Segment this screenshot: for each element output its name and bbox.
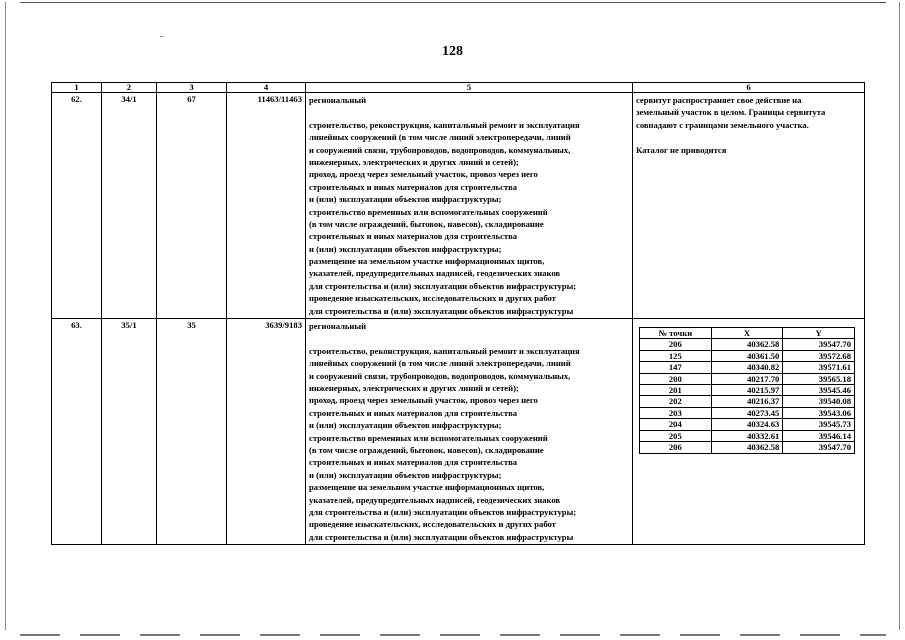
coordinates-row [640, 430, 855, 441]
purpose-line: размещение на земельном участке информационных щитов, [309, 482, 545, 493]
header-cell: 4 [227, 83, 306, 93]
row-number: 62. [52, 93, 102, 319]
coordinates-row [640, 350, 855, 361]
scan-border-top [20, 2, 886, 3]
coord-y: 39546.14 [783, 430, 855, 441]
coord-x: 40215.97 [711, 385, 783, 396]
header-cell: 6 [633, 83, 865, 93]
purpose-line [309, 332, 629, 344]
purpose-line: проведение изыскательских, исследовательских и других работ [309, 519, 556, 530]
purpose-line: и (или) эксплуатации объектов инфраструктуры; [309, 243, 502, 254]
note-line [636, 131, 861, 143]
coordinates-header-cell: № точки [640, 328, 712, 339]
purpose-line: инженерных, электрических и других линий и сетей); [309, 382, 519, 393]
coord-y: 39545.46 [783, 385, 855, 396]
purpose-line: проведение изыскательских, исследовательских и других работ [309, 293, 556, 304]
purpose-line: линейных сооружений (в том числе линий электропередачи, линий [309, 358, 571, 369]
purpose-line: для строительства и (или) эксплуатации объектов инфраструктуры; [309, 280, 577, 291]
purpose-line: региональный [309, 321, 367, 332]
coord-y: 39540.08 [783, 396, 855, 407]
point-number: 202 [640, 396, 712, 407]
servitude-purpose [306, 93, 633, 319]
purpose-line: и (или) эксплуатации объектов инфраструктуры; [309, 194, 502, 205]
coordinates-row [640, 419, 855, 430]
coord-y: 39547.70 [783, 442, 855, 453]
table-header-row [52, 83, 865, 93]
note-line: земельный участок в целом. Границы сервитута [636, 107, 826, 118]
header-cell: 1 [52, 83, 102, 93]
scan-speck [160, 36, 163, 37]
purpose-line: и (или) эксплуатации объектов инфраструктуры; [309, 469, 502, 480]
point-number: 205 [640, 430, 712, 441]
area-value: 11463/11463 [227, 93, 306, 319]
coord-y: 39572.68 [783, 350, 855, 361]
purpose-line: линейных сооружений (в том числе линий электропередачи, линий [309, 132, 571, 143]
purpose-line: и сооружений связи, трубопроводов, водопроводов, коммунальных, [309, 144, 571, 155]
area-value: 3639/9183 [227, 319, 306, 545]
coordinates-row [640, 362, 855, 373]
coordinates-catalog [633, 319, 865, 545]
coord-y: 39565.18 [783, 373, 855, 384]
point-number: 200 [640, 373, 712, 384]
point-number: 204 [640, 419, 712, 430]
header-cell: 5 [306, 83, 633, 93]
purpose-line: указателей, предупредительных надписей, геодезических знаков [309, 494, 561, 505]
purpose-line: строительство, реконструкция, капитальный ремонт и эксплуатация [309, 345, 580, 356]
purpose-line: для строительства и (или) эксплуатации объектов инфраструктуры; [309, 506, 577, 517]
purpose-line: строительных и иных материалов для строительства [309, 457, 518, 468]
row-number: 63. [52, 319, 102, 545]
purpose-line: и сооружений связи, трубопроводов, водопроводов, коммунальных, [309, 370, 571, 381]
purpose-line: указателей, предупредительных надписей, геодезических знаков [309, 268, 561, 279]
purpose-line: строительство временных или вспомогательных сооружений [309, 432, 548, 443]
coordinates-row [640, 396, 855, 407]
coordinates-header-cell: Y [783, 328, 855, 339]
point-number: 203 [640, 407, 712, 418]
coordinates-row [640, 385, 855, 396]
coord-y: 39545.73 [783, 419, 855, 430]
coord-x: 40332.61 [711, 430, 783, 441]
coord-x: 40216.37 [711, 396, 783, 407]
note-line: совпадают с границами земельного участка. [636, 119, 809, 130]
coord-x: 40324.63 [711, 419, 783, 430]
page-number: 128 [442, 44, 463, 59]
coordinates-header-row [640, 328, 855, 339]
coord-y: 39543.06 [783, 407, 855, 418]
table-row [52, 93, 865, 319]
point-number: 206 [640, 339, 712, 350]
servitude-table [51, 82, 865, 545]
purpose-line [309, 106, 629, 118]
coord-y: 39571.61 [783, 362, 855, 373]
cadastral-quarter: 35/1 [102, 319, 157, 545]
table-row [52, 319, 865, 545]
point-number: 201 [640, 385, 712, 396]
purpose-line: инженерных, электрических и других линий и сетей); [309, 156, 519, 167]
purpose-line: строительных и иных материалов для строительства [309, 181, 518, 192]
purpose-line: для строительства и (или) эксплуатации объектов инфраструктуры [309, 305, 574, 316]
note-line: Каталог не приводится [636, 144, 727, 155]
purpose-line: размещение на земельном участке информационных щитов, [309, 256, 545, 267]
coord-x: 40361.50 [711, 350, 783, 361]
parcel-number: 35 [157, 319, 227, 545]
coord-x: 40273.45 [711, 407, 783, 418]
header-cell: 3 [157, 83, 227, 93]
coordinates-row [640, 373, 855, 384]
coordinates-row [640, 407, 855, 418]
scan-border-bottom [20, 634, 886, 636]
purpose-line: (в том числе ограждений, бытовок, навесов), складирование [309, 218, 544, 229]
purpose-line: строительство, реконструкция, капитальный ремонт и эксплуатация [309, 119, 580, 130]
coordinates-table [639, 327, 855, 453]
purpose-line: проход, проезд через земельный участок, провоз через него [309, 169, 538, 180]
purpose-line: строительных и иных материалов для строительства [309, 407, 518, 418]
purpose-line: и (или) эксплуатации объектов инфраструктуры; [309, 420, 502, 431]
coord-x: 40217.70 [711, 373, 783, 384]
scan-border-left [5, 2, 6, 630]
coordinates-row [640, 442, 855, 453]
purpose-line: для строительства и (или) эксплуатации объектов инфраструктуры [309, 531, 574, 542]
point-number: 125 [640, 350, 712, 361]
cadastral-quarter: 34/1 [102, 93, 157, 319]
coordinates-header-cell: X [711, 328, 783, 339]
purpose-line: региональный [309, 95, 367, 105]
coord-x: 40362.58 [711, 442, 783, 453]
parcel-number: 67 [157, 93, 227, 319]
purpose-line: строительных и иных материалов для строительства [309, 231, 518, 242]
scan-border-right [899, 2, 900, 630]
coord-x: 40362.58 [711, 339, 783, 350]
coordinates-row [640, 339, 855, 350]
purpose-line: (в том числе ограждений, бытовок, навесов), складирование [309, 444, 544, 455]
purpose-line: строительство временных или вспомогательных сооружений [309, 206, 548, 217]
servitude-note [633, 93, 865, 319]
point-number: 206 [640, 442, 712, 453]
coord-x: 40340.82 [711, 362, 783, 373]
purpose-line: проход, проезд через земельный участок, провоз через него [309, 395, 538, 406]
note-line: сервитут распространяет свое действие на [636, 95, 802, 105]
header-cell: 2 [102, 83, 157, 93]
point-number: 147 [640, 362, 712, 373]
coord-y: 39547.70 [783, 339, 855, 350]
servitude-purpose [306, 319, 633, 545]
